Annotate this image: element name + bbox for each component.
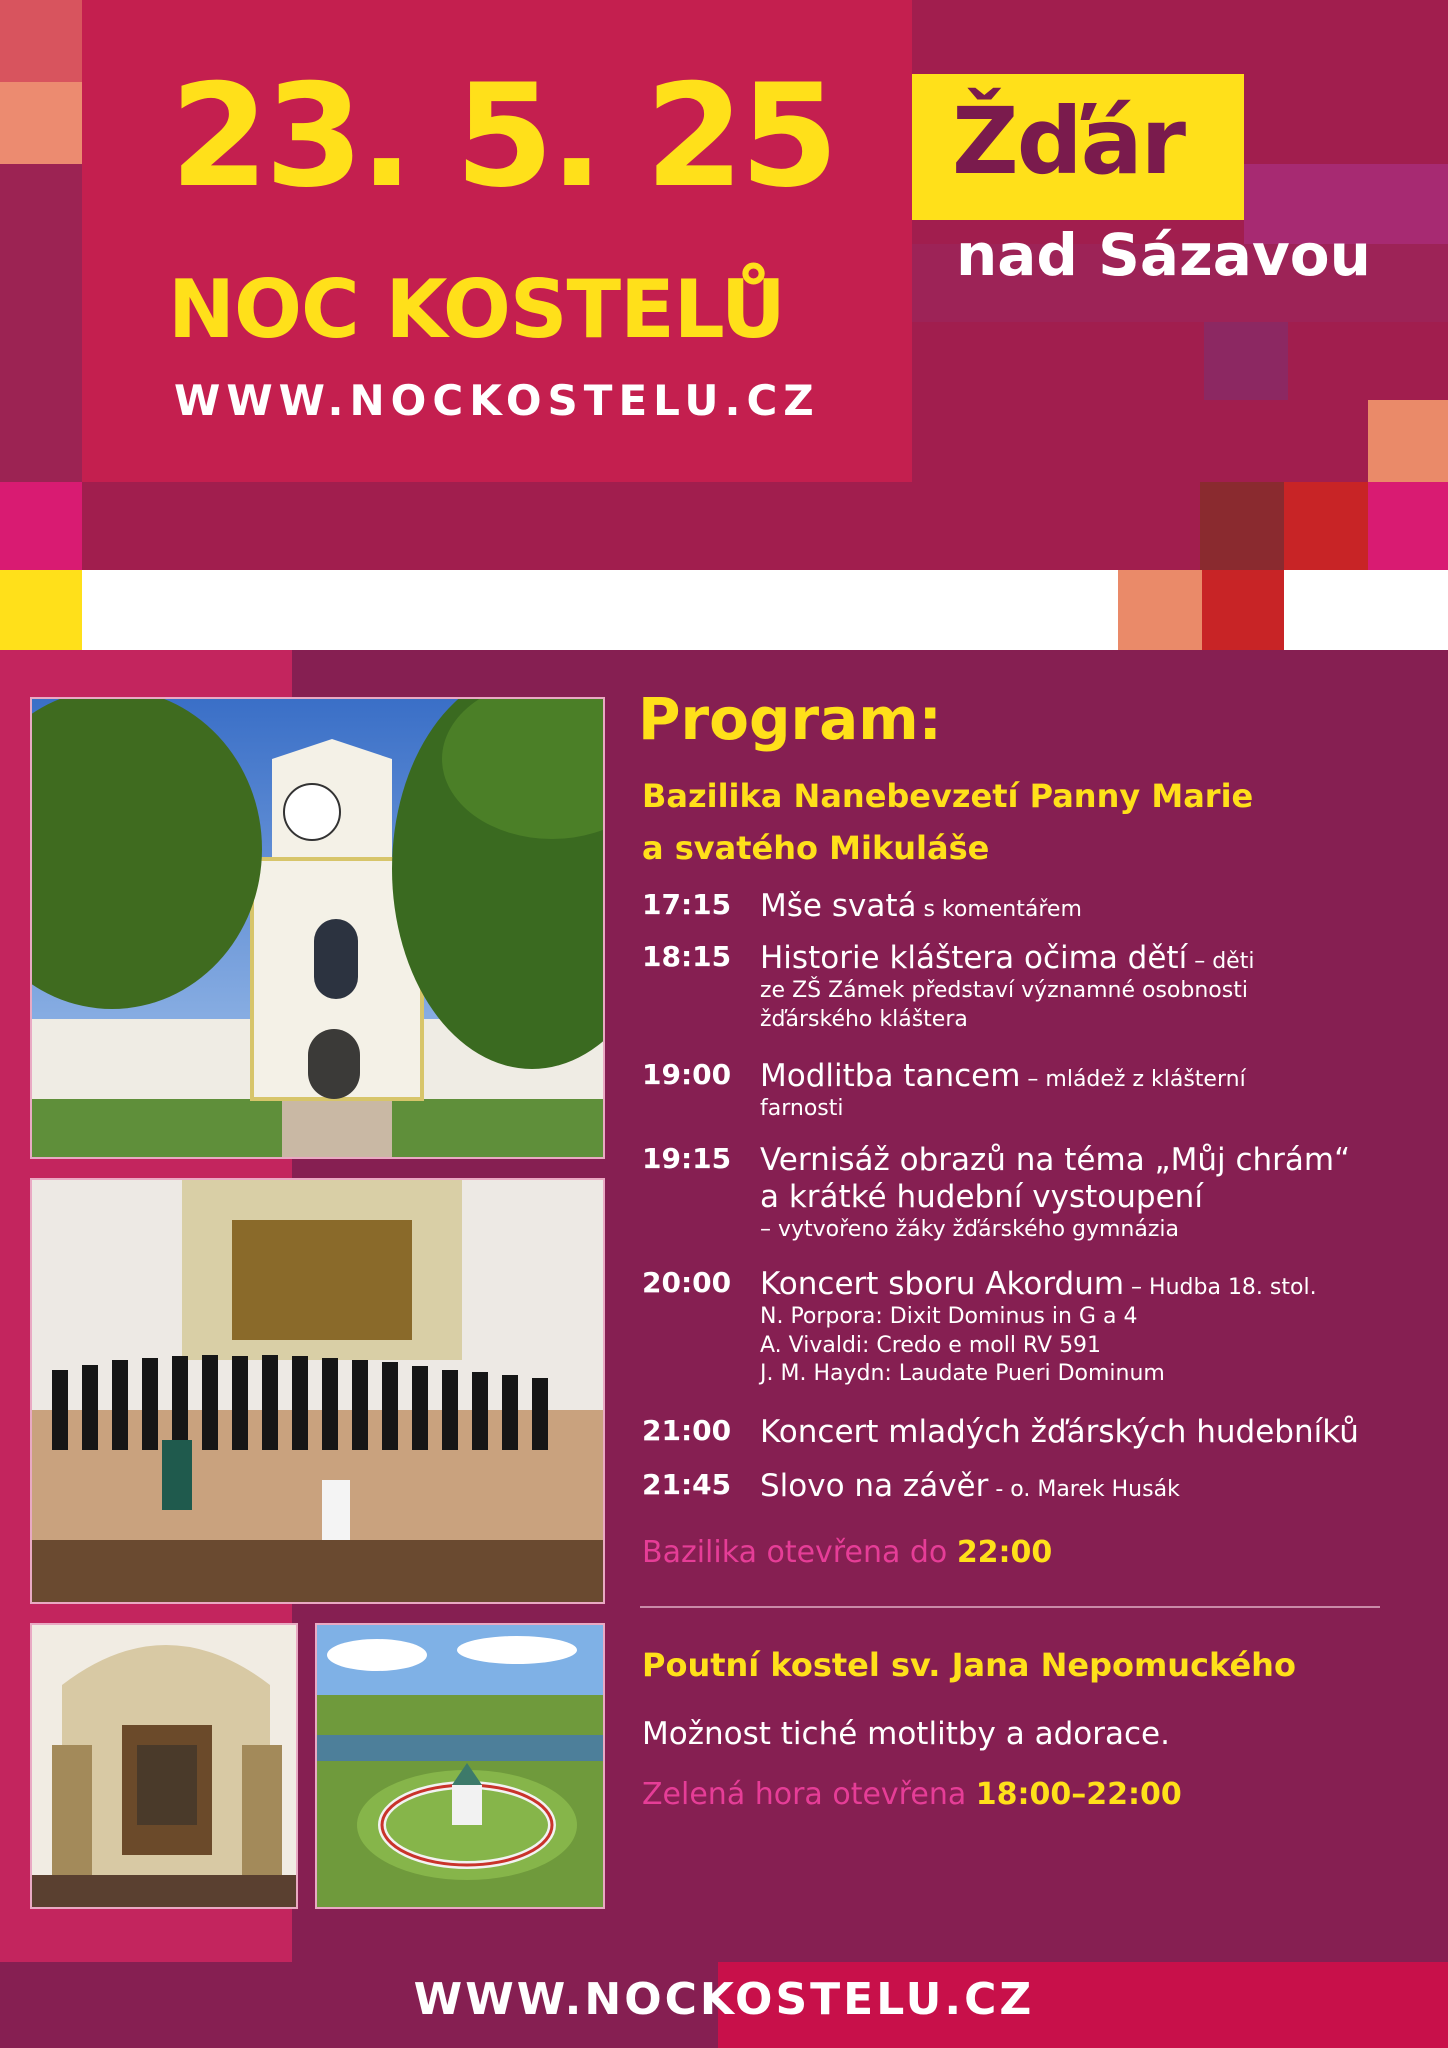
- program-item-time: 19:00: [642, 1058, 732, 1091]
- event-date: 23. 5. 25: [170, 54, 835, 219]
- program-item-extra: A. Vivaldi: Credo e moll RV 591: [760, 1332, 1102, 1358]
- venue-basilica-title: [642, 770, 1402, 874]
- basilica-facade-illustration: [32, 699, 605, 1159]
- choir-concert-illustration: [32, 1180, 605, 1604]
- program-item-time: 17:15: [642, 888, 732, 921]
- program-item-desc: [760, 1468, 1430, 1505]
- program-item-desc: [760, 1414, 1430, 1451]
- decor-square: [1118, 570, 1202, 650]
- program-item-extra: – vytvořeno žáky žďárského gymnázia: [760, 1217, 1179, 1243]
- basilica-facade-photo: [30, 697, 605, 1159]
- venue-nepomuk-text: Možnost tiché motlitby a adorace.: [642, 1716, 1170, 1752]
- town-name: Žďár: [952, 88, 1185, 195]
- program-item-title: Koncert sboru Akordum: [760, 1266, 1125, 1302]
- program-item-note: – mládež z klášterní: [1020, 1067, 1246, 1092]
- program-item-note: – děti: [1187, 949, 1255, 974]
- zelena-hora-opening-hours: [642, 1777, 1182, 1812]
- program-item-extra: ze ZŠ Zámek představí významné osobnosti: [760, 978, 1248, 1004]
- program-item-extra: farnosti: [760, 1096, 844, 1122]
- basilica-opening-hours: [642, 1535, 1053, 1570]
- program-item-extra: N. Porpora: Dixit Dominus in G a 4: [760, 1304, 1138, 1330]
- white-band: [82, 570, 1122, 650]
- venue-basilica-line2: a svatého Mikuláše: [642, 829, 990, 867]
- program-item-time: 19:15: [642, 1142, 732, 1175]
- zelena-hora-opening-label: Zelená hora otevřena: [642, 1777, 976, 1812]
- decor-square: [1368, 482, 1448, 570]
- decor-square: [0, 482, 82, 570]
- program-item-desc: [760, 1266, 1430, 1389]
- zelena-hora-opening-time: 18:00–22:00: [975, 1777, 1182, 1812]
- decor-square: [1284, 482, 1368, 570]
- program-item-time: 18:15: [642, 940, 732, 973]
- venue-nepomuk-title: Poutní kostel sv. Jana Nepomuckého: [642, 1646, 1296, 1684]
- program-item-desc: [760, 940, 1430, 1034]
- header-website-link[interactable]: WWW.NOCKOSTELU.CZ: [174, 376, 820, 425]
- program-item-title: Slovo na závěr: [760, 1468, 989, 1504]
- program-item-desc: [760, 1142, 1430, 1245]
- decor-square: [0, 0, 82, 82]
- program-item-time: 21:00: [642, 1414, 732, 1447]
- program-item-title: Vernisáž obrazů na téma „Můj chrám“: [760, 1142, 1351, 1178]
- basilica-opening-time: 22:00: [956, 1535, 1053, 1570]
- program-item-title-line2: a krátké hudební vystoupení: [760, 1179, 1203, 1216]
- program-item-time: 21:45: [642, 1468, 732, 1501]
- town-subtitle: nad Sázavou: [956, 221, 1371, 289]
- choir-concert-photo: [30, 1178, 605, 1604]
- decor-square: [1202, 570, 1284, 650]
- program-item-note: – Hudba 18. stol.: [1124, 1275, 1317, 1300]
- basilica-opening-label: Bazilika otevřena do: [642, 1535, 957, 1570]
- program-item-note: s komentářem: [916, 897, 1082, 922]
- church-interior-illustration: [32, 1625, 298, 1909]
- zelena-hora-aerial-photo: [315, 1623, 605, 1909]
- church-interior-altar-photo: [30, 1623, 298, 1909]
- zelena-hora-illustration: [317, 1625, 605, 1909]
- program-title: Program:: [638, 685, 942, 753]
- section-divider: [640, 1606, 1380, 1608]
- program-item-note: - o. Marek Husák: [988, 1477, 1180, 1502]
- decor-square: [0, 164, 82, 482]
- program-item-title: Mše svatá: [760, 888, 917, 924]
- program-item-desc: [760, 888, 1430, 925]
- event-title: NOC KOSTELŮ: [168, 263, 785, 356]
- program-item-extra: žďárského kláštera: [760, 1006, 968, 1032]
- decor-square: [0, 82, 82, 164]
- decor-square: [1200, 482, 1284, 570]
- program-item-title: Modlitba tancem: [760, 1058, 1021, 1094]
- decor-square: [1284, 570, 1448, 650]
- program-item-desc: [760, 1058, 1430, 1124]
- program-item-title: Koncert mladých žďárských hudebníků: [760, 1414, 1359, 1450]
- program-item-extra: J. M. Haydn: Laudate Pueri Dominum: [760, 1361, 1165, 1387]
- program-item-title: Historie kláštera očima dětí: [760, 940, 1188, 976]
- decor-square: [0, 570, 82, 650]
- decor-square: [1204, 322, 1288, 400]
- program-item-time: 20:00: [642, 1266, 732, 1299]
- decor-square: [1368, 400, 1448, 482]
- footer-website-link[interactable]: WWW.NOCKOSTELU.CZ: [413, 1974, 1035, 2025]
- venue-basilica-line1: Bazilika Nanebevzetí Panny Marie: [642, 777, 1254, 815]
